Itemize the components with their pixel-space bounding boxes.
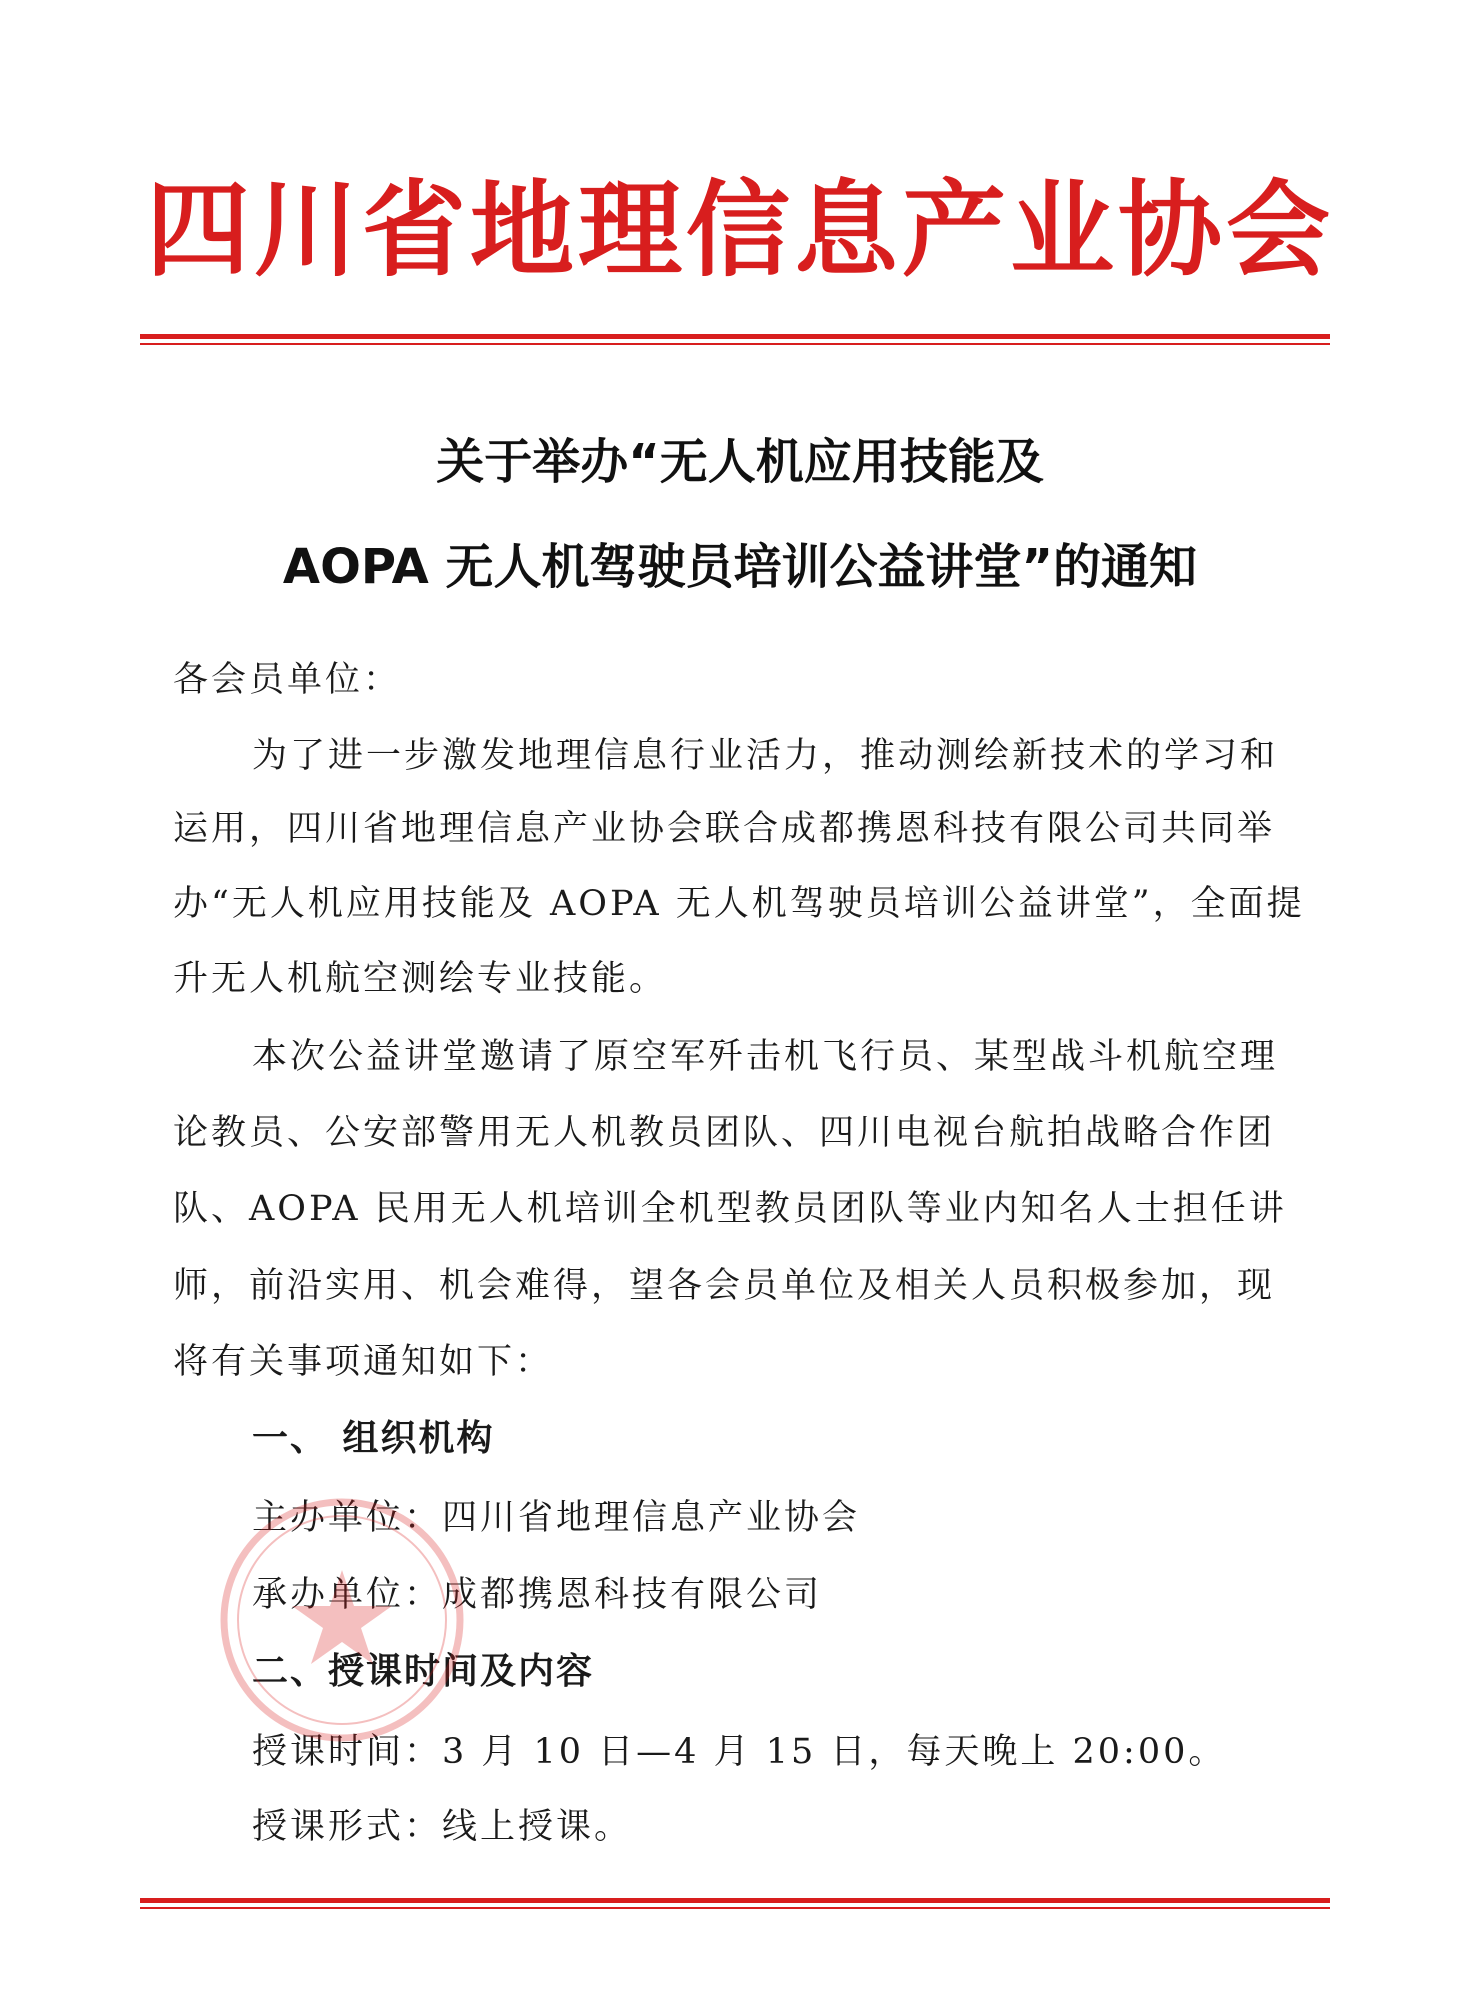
paragraph-1-line: 运用，四川省地理信息产业协会联合成都携恩科技有限公司共同举 (173, 809, 1276, 849)
section-1-heading: 一、 组织机构 (252, 1418, 495, 1459)
class-time: 授课时间：3 月 10 日—4 月 15 日，每天晚上 20:00。 (252, 1732, 1227, 1772)
organizer-unit: 承办单位：成都携恩科技有限公司 (252, 1575, 823, 1615)
footer-divider (140, 1898, 1330, 1909)
letterhead-org-name: 四川省地理信息产业协会 (145, 169, 1334, 291)
document-title-line-1: 关于举办“无人机应用技能及 (436, 434, 1044, 490)
salutation: 各会员单位： (173, 660, 402, 700)
paragraph-2-line: 师，前沿实用、机会难得，望各会员单位及相关人员积极参加，现 (173, 1266, 1276, 1306)
host-unit: 主办单位：四川省地理信息产业协会 (252, 1498, 861, 1538)
paragraph-2-line: 论教员、公安部警用无人机教员团队、四川电视台航拍战略合作团 (173, 1113, 1276, 1153)
paragraph-2-line: 本次公益讲堂邀请了原空军歼击机飞行员、某型战斗机航空理 (252, 1037, 1279, 1077)
paragraph-1-line: 升无人机航空测绘专业技能。 (173, 959, 668, 999)
paragraph-2-line: 将有关事项通知如下： (173, 1342, 554, 1382)
letterhead-divider (140, 334, 1330, 345)
document-title-line-2: AOPA 无人机驾驶员培训公益讲堂”的通知 (282, 539, 1198, 595)
paragraph-1-line: 办“无人机应用技能及 AOPA 无人机驾驶员培训公益讲堂”，全面提 (173, 884, 1305, 924)
paragraph-1-line: 为了进一步激发地理信息行业活力，推动测绘新技术的学习和 (252, 736, 1279, 776)
class-format: 授课形式：线上授课。 (252, 1807, 633, 1847)
paragraph-2-line: 队、AOPA 民用无人机培训全机型教员团队等业内知名人士担任讲 (173, 1189, 1287, 1229)
section-2-heading: 二、授课时间及内容 (252, 1651, 595, 1692)
